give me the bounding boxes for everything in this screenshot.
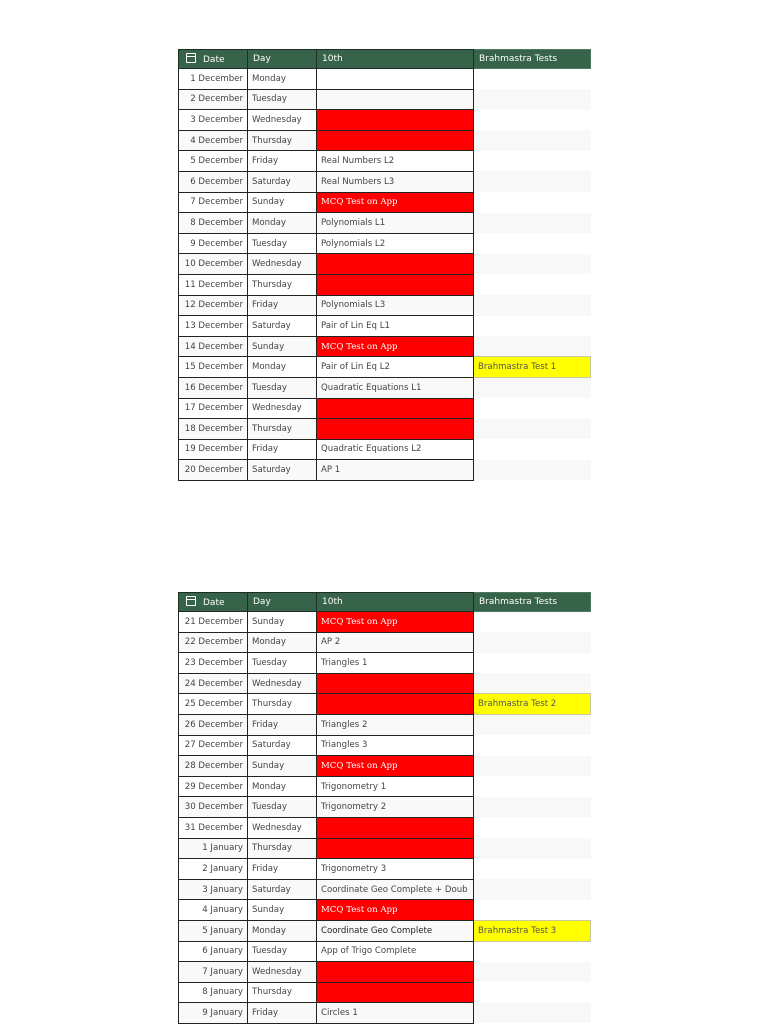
schedule-grid: [178, 49, 591, 481]
tenth-cell[interactable]: [317, 89, 474, 110]
brahmastra-cell[interactable]: [474, 233, 591, 254]
brahmastra-cell[interactable]: [474, 1003, 591, 1024]
table-row: [179, 419, 591, 440]
tenth-cell[interactable]: [317, 110, 474, 131]
tenth-cell[interactable]: Pair of Lin Eq L1: [317, 316, 474, 337]
table-row: [179, 797, 591, 818]
table-row: [179, 254, 591, 275]
day-cell[interactable]: Friday: [248, 439, 317, 460]
table-body: [179, 612, 591, 1024]
brahmastra-cell[interactable]: [474, 110, 591, 131]
date-column-header[interactable]: [179, 50, 248, 69]
tenth-cell[interactable]: [317, 274, 474, 295]
date-cell[interactable]: 1 December: [179, 69, 248, 90]
date-cell[interactable]: 23 December: [179, 653, 248, 674]
table-row: [179, 398, 591, 419]
brahmastra-cell[interactable]: [474, 982, 591, 1003]
day-cell[interactable]: Thursday: [248, 419, 317, 440]
tenth-cell[interactable]: [317, 838, 474, 859]
tenth-cell[interactable]: [317, 254, 474, 275]
brahmastra-cell[interactable]: Brahmastra Test 1: [474, 357, 591, 378]
table-row: [179, 439, 591, 460]
brahmastra-column-header[interactable]: Brahmastra Tests: [474, 50, 591, 69]
day-cell[interactable]: Friday: [248, 859, 317, 880]
date-cell[interactable]: 21 December: [179, 612, 248, 633]
date-cell[interactable]: 22 December: [179, 632, 248, 653]
tenth-cell[interactable]: Circles 1: [317, 1003, 474, 1024]
tenth-cell[interactable]: MCQ Test on App: [317, 900, 474, 921]
date-cell[interactable]: 1 January: [179, 838, 248, 859]
day-cell[interactable]: Monday: [248, 69, 317, 90]
tenth-cell[interactable]: [317, 398, 474, 419]
tenth-cell[interactable]: AP 2: [317, 632, 474, 653]
table-row: [179, 653, 591, 674]
date-cell[interactable]: 2 January: [179, 859, 248, 880]
table-row: [179, 213, 591, 234]
table-row: [179, 920, 591, 941]
tenth-cell[interactable]: MCQ Test on App: [317, 756, 474, 777]
tenth-cell[interactable]: App of Trigo Complete: [317, 941, 474, 962]
table-row: [179, 900, 591, 921]
tenth-cell[interactable]: Trigonometry 3: [317, 859, 474, 880]
brahmastra-cell[interactable]: [474, 398, 591, 419]
table-row: [179, 233, 591, 254]
table-row: [179, 838, 591, 859]
brahmastra-cell[interactable]: [474, 151, 591, 172]
brahmastra-cell[interactable]: [474, 962, 591, 983]
day-cell[interactable]: Wednesday: [248, 962, 317, 983]
brahmastra-cell[interactable]: [474, 838, 591, 859]
day-cell[interactable]: Friday: [248, 295, 317, 316]
table-row: [179, 694, 591, 715]
day-cell[interactable]: Thursday: [248, 694, 317, 715]
date-cell[interactable]: 27 December: [179, 735, 248, 756]
tenth-cell[interactable]: [317, 982, 474, 1003]
tenth-cell[interactable]: Real Numbers L2: [317, 151, 474, 172]
tenth-cell[interactable]: Triangles 1: [317, 653, 474, 674]
day-cell[interactable]: Wednesday: [248, 817, 317, 838]
table-row: [179, 69, 591, 90]
day-cell[interactable]: Friday: [248, 714, 317, 735]
tenth-cell[interactable]: [317, 962, 474, 983]
date-cell[interactable]: 5 December: [179, 151, 248, 172]
date-cell[interactable]: 19 December: [179, 439, 248, 460]
date-cell[interactable]: 18 December: [179, 419, 248, 440]
table-body: [179, 69, 591, 481]
date-cell[interactable]: 30 December: [179, 797, 248, 818]
table-row: [179, 336, 591, 357]
tenth-cell[interactable]: [317, 69, 474, 90]
tenth-cell[interactable]: Trigonometry 2: [317, 797, 474, 818]
tenth-cell[interactable]: Real Numbers L3: [317, 171, 474, 192]
brahmastra-cell[interactable]: [474, 213, 591, 234]
brahmastra-cell[interactable]: [474, 254, 591, 275]
day-cell[interactable]: Saturday: [248, 171, 317, 192]
date-cell[interactable]: 29 December: [179, 776, 248, 797]
brahmastra-cell[interactable]: [474, 653, 591, 674]
date-cell[interactable]: 16 December: [179, 377, 248, 398]
day-cell[interactable]: Tuesday: [248, 797, 317, 818]
table-row: [179, 879, 591, 900]
table-row: [179, 859, 591, 880]
date-cell[interactable]: 25 December: [179, 694, 248, 715]
brahmastra-cell[interactable]: [474, 735, 591, 756]
day-cell[interactable]: Thursday: [248, 274, 317, 295]
table-row: [179, 295, 591, 316]
day-cell[interactable]: Saturday: [248, 735, 317, 756]
tenth-cell[interactable]: Polynomials L1: [317, 213, 474, 234]
table-row: [179, 110, 591, 131]
brahmastra-cell[interactable]: [474, 632, 591, 653]
brahmastra-cell[interactable]: [474, 859, 591, 880]
day-cell[interactable]: Thursday: [248, 838, 317, 859]
table-row: [179, 673, 591, 694]
day-cell[interactable]: Monday: [248, 357, 317, 378]
date-cell[interactable]: 8 December: [179, 213, 248, 234]
date-cell[interactable]: 6 December: [179, 171, 248, 192]
table-row: [179, 776, 591, 797]
day-cell[interactable]: Wednesday: [248, 673, 317, 694]
table-row: [179, 941, 591, 962]
schedule-table-1: [178, 49, 591, 481]
table-row: [179, 460, 591, 481]
date-cell[interactable]: 11 December: [179, 274, 248, 295]
table-row: [179, 357, 591, 378]
tenth-cell[interactable]: [317, 817, 474, 838]
brahmastra-cell[interactable]: [474, 295, 591, 316]
schedule-grid: [178, 592, 591, 1024]
day-cell[interactable]: Thursday: [248, 982, 317, 1003]
day-cell[interactable]: Wednesday: [248, 254, 317, 275]
day-cell[interactable]: Monday: [248, 776, 317, 797]
date-cell[interactable]: 24 December: [179, 673, 248, 694]
date-cell[interactable]: 2 December: [179, 89, 248, 110]
brahmastra-cell[interactable]: [474, 274, 591, 295]
tenth-cell[interactable]: MCQ Test on App: [317, 192, 474, 213]
date-cell[interactable]: 10 December: [179, 254, 248, 275]
table-row: [179, 714, 591, 735]
day-cell[interactable]: Monday: [248, 632, 317, 653]
tenth-cell[interactable]: Polynomials L2: [317, 233, 474, 254]
brahmastra-cell[interactable]: [474, 377, 591, 398]
day-cell[interactable]: Tuesday: [248, 653, 317, 674]
date-header-label: Date: [203, 598, 225, 608]
day-cell[interactable]: Friday: [248, 1003, 317, 1024]
table-row: [179, 151, 591, 172]
brahmastra-cell[interactable]: [474, 797, 591, 818]
date-cell[interactable]: 4 December: [179, 130, 248, 151]
calendar-icon: [186, 53, 196, 63]
tenth-cell[interactable]: Quadratic Equations L1: [317, 377, 474, 398]
day-cell[interactable]: Sunday: [248, 756, 317, 777]
table-row: [179, 171, 591, 192]
brahmastra-cell[interactable]: [474, 192, 591, 213]
date-cell[interactable]: 4 January: [179, 900, 248, 921]
day-cell[interactable]: Saturday: [248, 879, 317, 900]
table-row: [179, 756, 591, 777]
tenth-column-header[interactable]: 10th: [317, 593, 474, 612]
brahmastra-column-header[interactable]: Brahmastra Tests: [474, 593, 591, 612]
tenth-cell[interactable]: Coordinate Geo Complete + Doub: [317, 879, 474, 900]
brahmastra-cell[interactable]: [474, 316, 591, 337]
day-cell[interactable]: Saturday: [248, 316, 317, 337]
tenth-cell[interactable]: Quadratic Equations L2: [317, 439, 474, 460]
day-cell[interactable]: Sunday: [248, 612, 317, 633]
day-cell[interactable]: Tuesday: [248, 233, 317, 254]
date-cell[interactable]: 8 January: [179, 982, 248, 1003]
day-cell[interactable]: Sunday: [248, 192, 317, 213]
table-row: [179, 632, 591, 653]
brahmastra-cell[interactable]: [474, 612, 591, 633]
table-row: [179, 1003, 591, 1024]
day-cell[interactable]: Friday: [248, 151, 317, 172]
header-row: [179, 50, 591, 69]
day-cell[interactable]: Monday: [248, 920, 317, 941]
table-row: [179, 982, 591, 1003]
date-cell[interactable]: 12 December: [179, 295, 248, 316]
brahmastra-cell[interactable]: [474, 941, 591, 962]
date-cell[interactable]: 6 January: [179, 941, 248, 962]
brahmastra-cell[interactable]: [474, 419, 591, 440]
date-cell[interactable]: 28 December: [179, 756, 248, 777]
day-cell[interactable]: Sunday: [248, 900, 317, 921]
tenth-cell[interactable]: [317, 419, 474, 440]
table-row: [179, 612, 591, 633]
day-cell[interactable]: Wednesday: [248, 398, 317, 419]
date-cell[interactable]: 20 December: [179, 460, 248, 481]
brahmastra-cell[interactable]: [474, 817, 591, 838]
day-cell[interactable]: Sunday: [248, 336, 317, 357]
table-row: [179, 962, 591, 983]
day-cell[interactable]: Thursday: [248, 130, 317, 151]
day-cell[interactable]: Monday: [248, 213, 317, 234]
brahmastra-cell[interactable]: [474, 69, 591, 90]
table-row: [179, 377, 591, 398]
date-cell[interactable]: 31 December: [179, 817, 248, 838]
brahmastra-cell[interactable]: [474, 336, 591, 357]
brahmastra-cell[interactable]: [474, 439, 591, 460]
day-cell[interactable]: Saturday: [248, 460, 317, 481]
date-column-header[interactable]: [179, 593, 248, 612]
tenth-cell[interactable]: [317, 130, 474, 151]
tenth-cell[interactable]: Coordinate Geo Complete: [317, 920, 474, 941]
date-cell[interactable]: 14 December: [179, 336, 248, 357]
brahmastra-cell[interactable]: [474, 900, 591, 921]
day-cell[interactable]: Tuesday: [248, 941, 317, 962]
tenth-cell[interactable]: Triangles 2: [317, 714, 474, 735]
brahmastra-cell[interactable]: [474, 714, 591, 735]
header-row: [179, 593, 591, 612]
brahmastra-cell[interactable]: Brahmastra Test 2: [474, 694, 591, 715]
calendar-icon: [186, 596, 196, 606]
brahmastra-cell[interactable]: [474, 130, 591, 151]
day-cell[interactable]: Tuesday: [248, 89, 317, 110]
date-cell[interactable]: 3 December: [179, 110, 248, 131]
date-header-label: Date: [203, 55, 225, 65]
brahmastra-cell[interactable]: [474, 171, 591, 192]
brahmastra-cell[interactable]: [474, 879, 591, 900]
tenth-cell[interactable]: [317, 673, 474, 694]
brahmastra-cell[interactable]: [474, 89, 591, 110]
brahmastra-cell[interactable]: [474, 776, 591, 797]
date-cell[interactable]: 15 December: [179, 357, 248, 378]
table-row: [179, 735, 591, 756]
tenth-cell[interactable]: AP 1: [317, 460, 474, 481]
table-row: [179, 192, 591, 213]
tenth-cell[interactable]: Trigonometry 1: [317, 776, 474, 797]
tenth-cell[interactable]: Triangles 3: [317, 735, 474, 756]
brahmastra-cell[interactable]: [474, 460, 591, 481]
date-cell[interactable]: 3 January: [179, 879, 248, 900]
tenth-cell[interactable]: MCQ Test on App: [317, 612, 474, 633]
brahmastra-cell[interactable]: [474, 673, 591, 694]
table-row: [179, 274, 591, 295]
schedule-table-2: [178, 592, 591, 1024]
day-column-header[interactable]: Day: [248, 50, 317, 69]
tenth-cell[interactable]: Pair of Lin Eq L2: [317, 357, 474, 378]
table-row: [179, 89, 591, 110]
day-cell[interactable]: Wednesday: [248, 110, 317, 131]
tenth-cell[interactable]: MCQ Test on App: [317, 336, 474, 357]
date-cell[interactable]: 5 January: [179, 920, 248, 941]
date-cell[interactable]: 7 December: [179, 192, 248, 213]
tenth-cell[interactable]: Polynomials L3: [317, 295, 474, 316]
tenth-cell[interactable]: [317, 694, 474, 715]
table-row: [179, 130, 591, 151]
date-cell[interactable]: 13 December: [179, 316, 248, 337]
date-cell[interactable]: 17 December: [179, 398, 248, 419]
date-cell[interactable]: 9 January: [179, 1003, 248, 1024]
brahmastra-cell[interactable]: Brahmastra Test 3: [474, 920, 591, 941]
day-column-header[interactable]: Day: [248, 593, 317, 612]
tenth-column-header[interactable]: 10th: [317, 50, 474, 69]
day-cell[interactable]: Tuesday: [248, 377, 317, 398]
date-cell[interactable]: 7 January: [179, 962, 248, 983]
date-cell[interactable]: 9 December: [179, 233, 248, 254]
brahmastra-cell[interactable]: [474, 756, 591, 777]
table-row: [179, 316, 591, 337]
date-cell[interactable]: 26 December: [179, 714, 248, 735]
table-row: [179, 817, 591, 838]
